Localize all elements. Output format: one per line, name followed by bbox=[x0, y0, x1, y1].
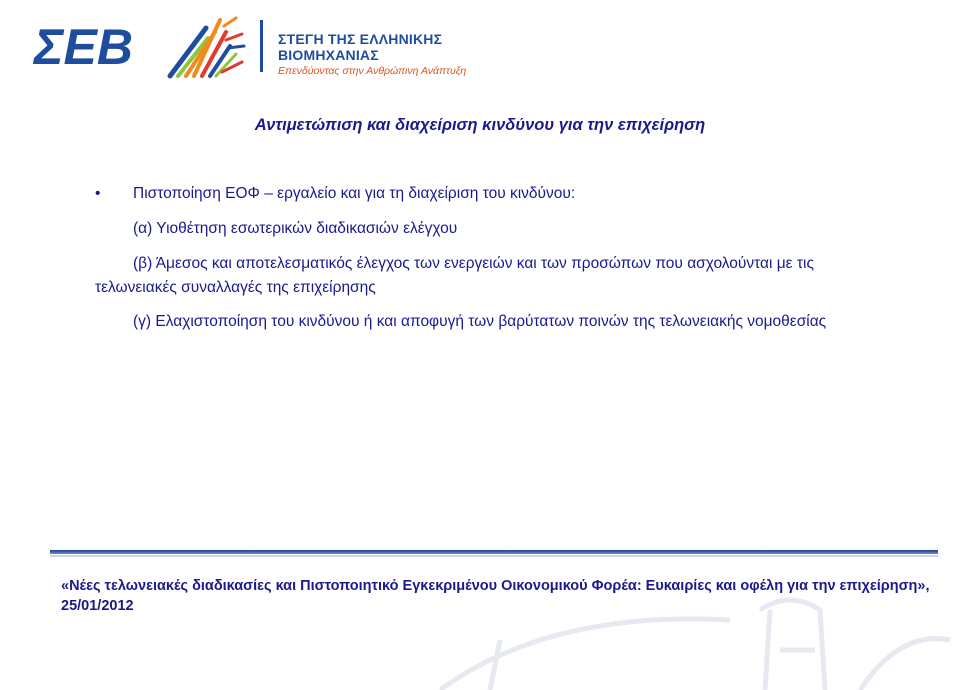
bullet-marker: • bbox=[95, 185, 101, 202]
logo-divider bbox=[260, 20, 263, 72]
logo-tagline: Επενδύοντας στην Ανθρώπινη Ανάπτυξη bbox=[278, 65, 467, 77]
logo-title-line1: ΣΤΕΓΗ ΤΗΣ ΕΛΛΗΝΙΚΗΣ bbox=[278, 31, 443, 47]
sub-item-b: (β) Άμεσος και αποτελεσματικός έλεγχος των ενεργειών και των προσώπων που ασχολούνται με τις τελωνειακές συναλλαγές της επιχείρησης bbox=[95, 255, 814, 296]
logo-title-line2: ΒΙΟΜΗΧΑΝΙΑΣ bbox=[278, 47, 379, 63]
bullet-text: Πιστοποίηση ΕΟΦ – εργαλείο και για τη διαχείριση του κινδύνου: bbox=[133, 185, 576, 202]
sub-item-a: (α) Υιοθέτηση εσωτερικών διαδικασιών ελέγχου bbox=[133, 220, 458, 237]
seb-logo bbox=[30, 6, 467, 80]
sub-item-c: (γ) Ελαχιστοποίηση του κινδύνου ή και αποφυγή των βαρύτατων ποινών της τελωνειακής νομοθεσίας bbox=[133, 313, 827, 330]
slide-title: Αντιμετώπιση και διαχείριση κινδύνου για την επιχείρηση bbox=[254, 116, 706, 134]
seb-letters: ΣΕΒ bbox=[34, 19, 133, 75]
footer-rule-light bbox=[50, 555, 938, 557]
seb-logo-mark-icon bbox=[30, 6, 270, 80]
burst-icon bbox=[170, 18, 244, 76]
footer-caption: «Νέες τελωνειακές διαδικασίες και Πιστοποιητικό Εγκεκριμένου Οικονομικού Φορέα: Ευκαιρίες και οφέλη για την επιχείρηση», 25/01/2012 bbox=[61, 578, 930, 614]
footer-rule bbox=[50, 550, 938, 554]
